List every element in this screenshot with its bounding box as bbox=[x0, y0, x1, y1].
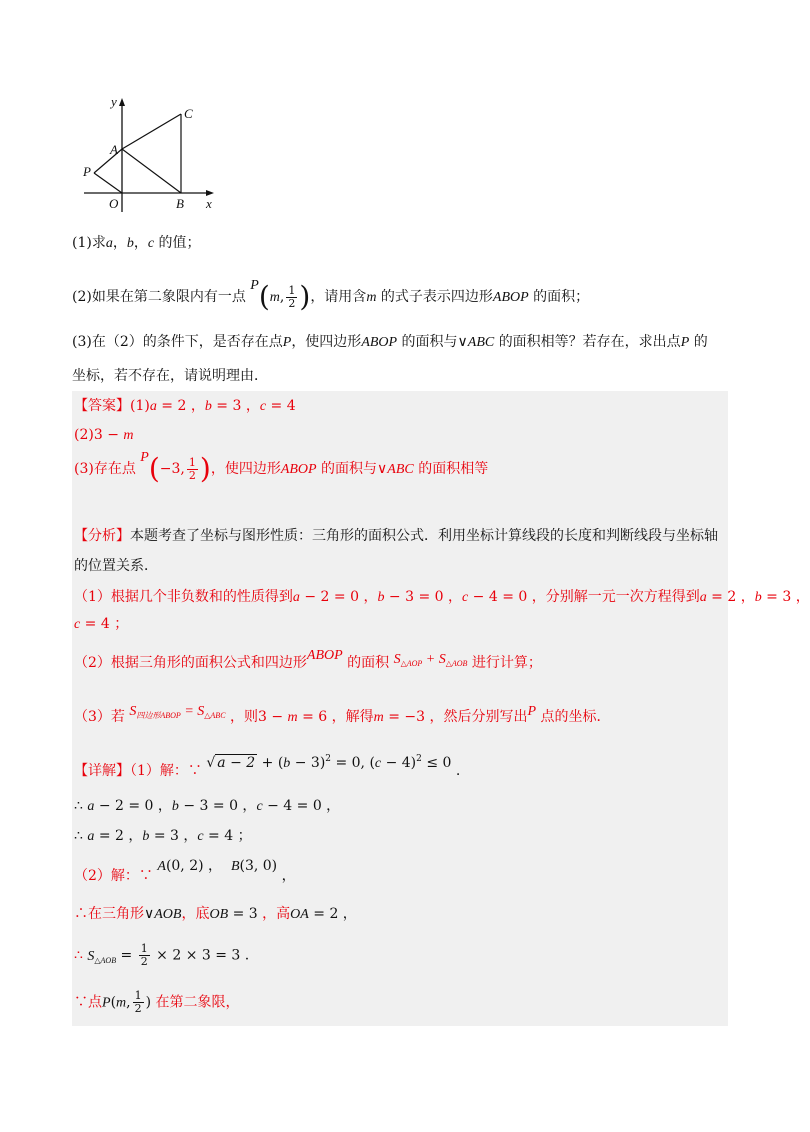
label-o: O bbox=[109, 196, 119, 211]
segment-ac bbox=[122, 114, 181, 149]
analysis-point-2: （2）根据三角形的面积公式和四边形ABOP 的面积 $S_{\triangle AOP} + S_{\triangle AOB}$ 进行计算； bbox=[74, 648, 542, 671]
answer-line-1: 【答案】(1)a = 2 ，b = 3 ，c = 4 bbox=[74, 398, 296, 414]
question-3: (3)在（2）的条件下，是否存在点P，使四边形ABOP 的面积与∨ABC 的面积相等？若存在，求出点P 的 bbox=[72, 334, 708, 350]
label-y: y bbox=[111, 94, 117, 109]
label-b: B bbox=[176, 196, 184, 211]
label-p: P bbox=[83, 164, 91, 179]
answer-line-3: (3)存在点 P(−3, $\frac{1}{2}$ )，使四边形ABOP 的面积与∨ABC 的面积相等 bbox=[74, 450, 489, 485]
analysis-point-1: （1）根据几个非负数和的性质得到a − 2 = 0 ，b − 3 = 0 ，c − 4 = 0 ，分别解一元一次方程得到a = 2 ，b = 3 ， bbox=[74, 589, 810, 605]
analysis-line-2: 的位置关系． bbox=[74, 558, 158, 574]
detail-step-3: ∴ a = 2 ，b = 3 ，c = 4 ； bbox=[74, 828, 252, 844]
label-a: A bbox=[110, 142, 118, 157]
question-1: (1)求a，b，c 的值； bbox=[72, 235, 201, 251]
coordinate-figure bbox=[80, 92, 230, 214]
analysis-point-1-cont: c = 4 ； bbox=[74, 616, 129, 632]
detail-step-7: ∵点P(m, $\frac{1}{2}$ ) 在第二象限， bbox=[74, 989, 240, 1015]
segment-ab bbox=[122, 149, 181, 193]
detail-step-5: ∴在三角形∨AOB，底OB = 3 ，高OA = 2 ， bbox=[74, 906, 357, 922]
label-x: x bbox=[206, 196, 212, 211]
detail-step-6: ∴ $S_{\triangle AOB}$ = $\frac{1}{2}$ × 2 × 3 = 3 . bbox=[74, 942, 250, 968]
answer-line-2: (2)3 − m bbox=[74, 427, 134, 443]
question-2: (2)如果在第二象限内有一点 P(m, $\frac{1}{2}$ )，请用含m 的式子表示四边形ABOP 的面积； bbox=[72, 278, 590, 313]
label-c: C bbox=[184, 106, 193, 121]
detail-step-2: ∴ a − 2 = 0 ，b − 3 = 0 ，c − 4 = 0 ， bbox=[74, 798, 341, 814]
segment-po bbox=[94, 173, 122, 193]
analysis-point-3: （3）若 $S_{四边形ABOP} = S_{\triangle ABC}$ ，则3 − m = 6 ，解得m = −3 ，然后分别写出P 点的坐标． bbox=[74, 704, 611, 725]
detail-step-1: 【详解】（1）解：∵ √ $a - 2 + (b - 3)^2 = 0$, $(c - 4)^2 \le 0$ . bbox=[74, 754, 461, 779]
y-axis-arrow bbox=[119, 98, 125, 106]
analysis-line-1: 【分析】本题考查了坐标与图形性质：三角形的面积公式．利用坐标计算线段的长度和判断线段与坐标轴 bbox=[74, 528, 718, 544]
question-3-line-2: 坐标，若不存在，请说明理由． bbox=[72, 368, 268, 384]
detail-step-4: （2）解：∵ A(0, 2) ， B(3, 0) ， bbox=[74, 858, 296, 884]
